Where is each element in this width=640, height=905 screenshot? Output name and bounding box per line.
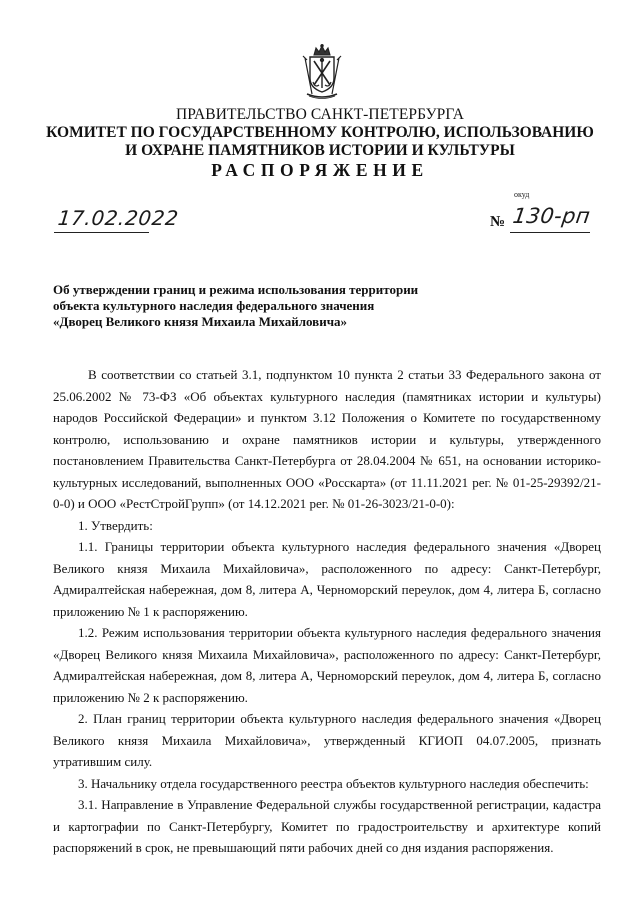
government-title: ПРАВИТЕЛЬСТВО САНКТ-ПЕТЕРБУРГА bbox=[175, 106, 465, 123]
date-underline bbox=[54, 232, 149, 233]
committee-title-line-2: И ОХРАНЕ ПАМЯТНИКОВ ИСТОРИИ И КУЛЬТУРЫ bbox=[125, 142, 515, 159]
number-sign: № bbox=[490, 214, 506, 230]
document-number: 130-рп bbox=[511, 204, 592, 228]
body-paragraph-item-1: 1. Утвердить: bbox=[78, 517, 153, 533]
subject-line-2: объекта культурного наследия федерального значения bbox=[53, 298, 375, 313]
committee-title-line-1: КОМИТЕТ ПО ГОСУДАРСТВЕННОМУ КОНТРОЛЮ, ИСПОЛЬЗОВАНИЮ bbox=[46, 124, 594, 141]
body-paragraph-item-1-2: 1.2. Режим использования территории объекта культурного наследия федерального значения «Дворец Великого князя Михаила Михайловича», расположенного по адресу: Санкт-Петербург, Адмиралтейская набережная, дом 8, литера А, Черноморский переулок, дом 4, литера Б, согласно приложению № 2 к распоряжению. bbox=[53, 625, 601, 705]
subject-line-1: Об утверждении границ и режима использования территории bbox=[53, 282, 419, 297]
okud-label: окуд bbox=[514, 190, 530, 199]
body-paragraph-item-1-1: 1.1. Границы территории объекта культурного наследия федерального значения «Дворец Великого князя Михаила Михайловича», расположенного по адресу: Санкт-Петербург, Адмиралтейская набережная, дом 8, литера А, Черноморский переулок, дом 4, литера Б, согласно приложению № 1 к распоряжению. bbox=[53, 539, 601, 619]
subject-line-3: «Дворец Великого князя Михаила Михайловича» bbox=[53, 314, 348, 329]
document-date: 17.02.2022 bbox=[56, 206, 180, 230]
number-underline bbox=[510, 232, 590, 233]
document-body bbox=[53, 364, 601, 859]
saint-petersburg-coat-of-arms-icon bbox=[301, 44, 343, 100]
body-paragraph-item-2: 2. План границ территории объекта культурного наследия федерального значения «Дворец Великого князя Михаила Михайловича», утвержденный КГИОП 04.07.2005, признать утратившим силу. bbox=[53, 711, 601, 769]
body-paragraph-item-3-1: 3.1. Направление в Управление Федеральной службы государственной регистрации, кадастра и картографии по Санкт-Петербургу, Комитет по градостроительству и архитектуре копий распоряжений в срок, не превышающий пяти рабочих дней со дня издания распоряжения. bbox=[53, 797, 601, 855]
body-paragraph-item-3: 3. Начальнику отдела государственного реестра объектов культурного наследия обеспечить: bbox=[78, 775, 589, 791]
body-paragraph-preamble: В соответствии со статьей 3.1, подпунктом 10 пункта 2 статьи 33 Федерального закона от 25.06.2002 № 73-ФЗ «Об объектах культурного наследия (памятниках истории и культуры) народов Российской Федерации» и пунктом 3.12 Положения о Комитете по государственному контролю, использованию и охране памятников истории и культуры, утвержденного постановлением Правительства Санкт-Петербурга от 28.04.2004 № 651, на основании историко-культурных исследований, выполненных ООО «Росскарта» (от 11.11.2021 рег. № 01-25-29392/21-0-0) и ООО «РестСтройГрупп» (от 14.12.2021 рег. № 01-26-3023/21-0-0): bbox=[53, 367, 601, 511]
document-type-title: РАСПОРЯЖЕНИЕ bbox=[211, 160, 429, 180]
document-subject bbox=[53, 282, 473, 330]
